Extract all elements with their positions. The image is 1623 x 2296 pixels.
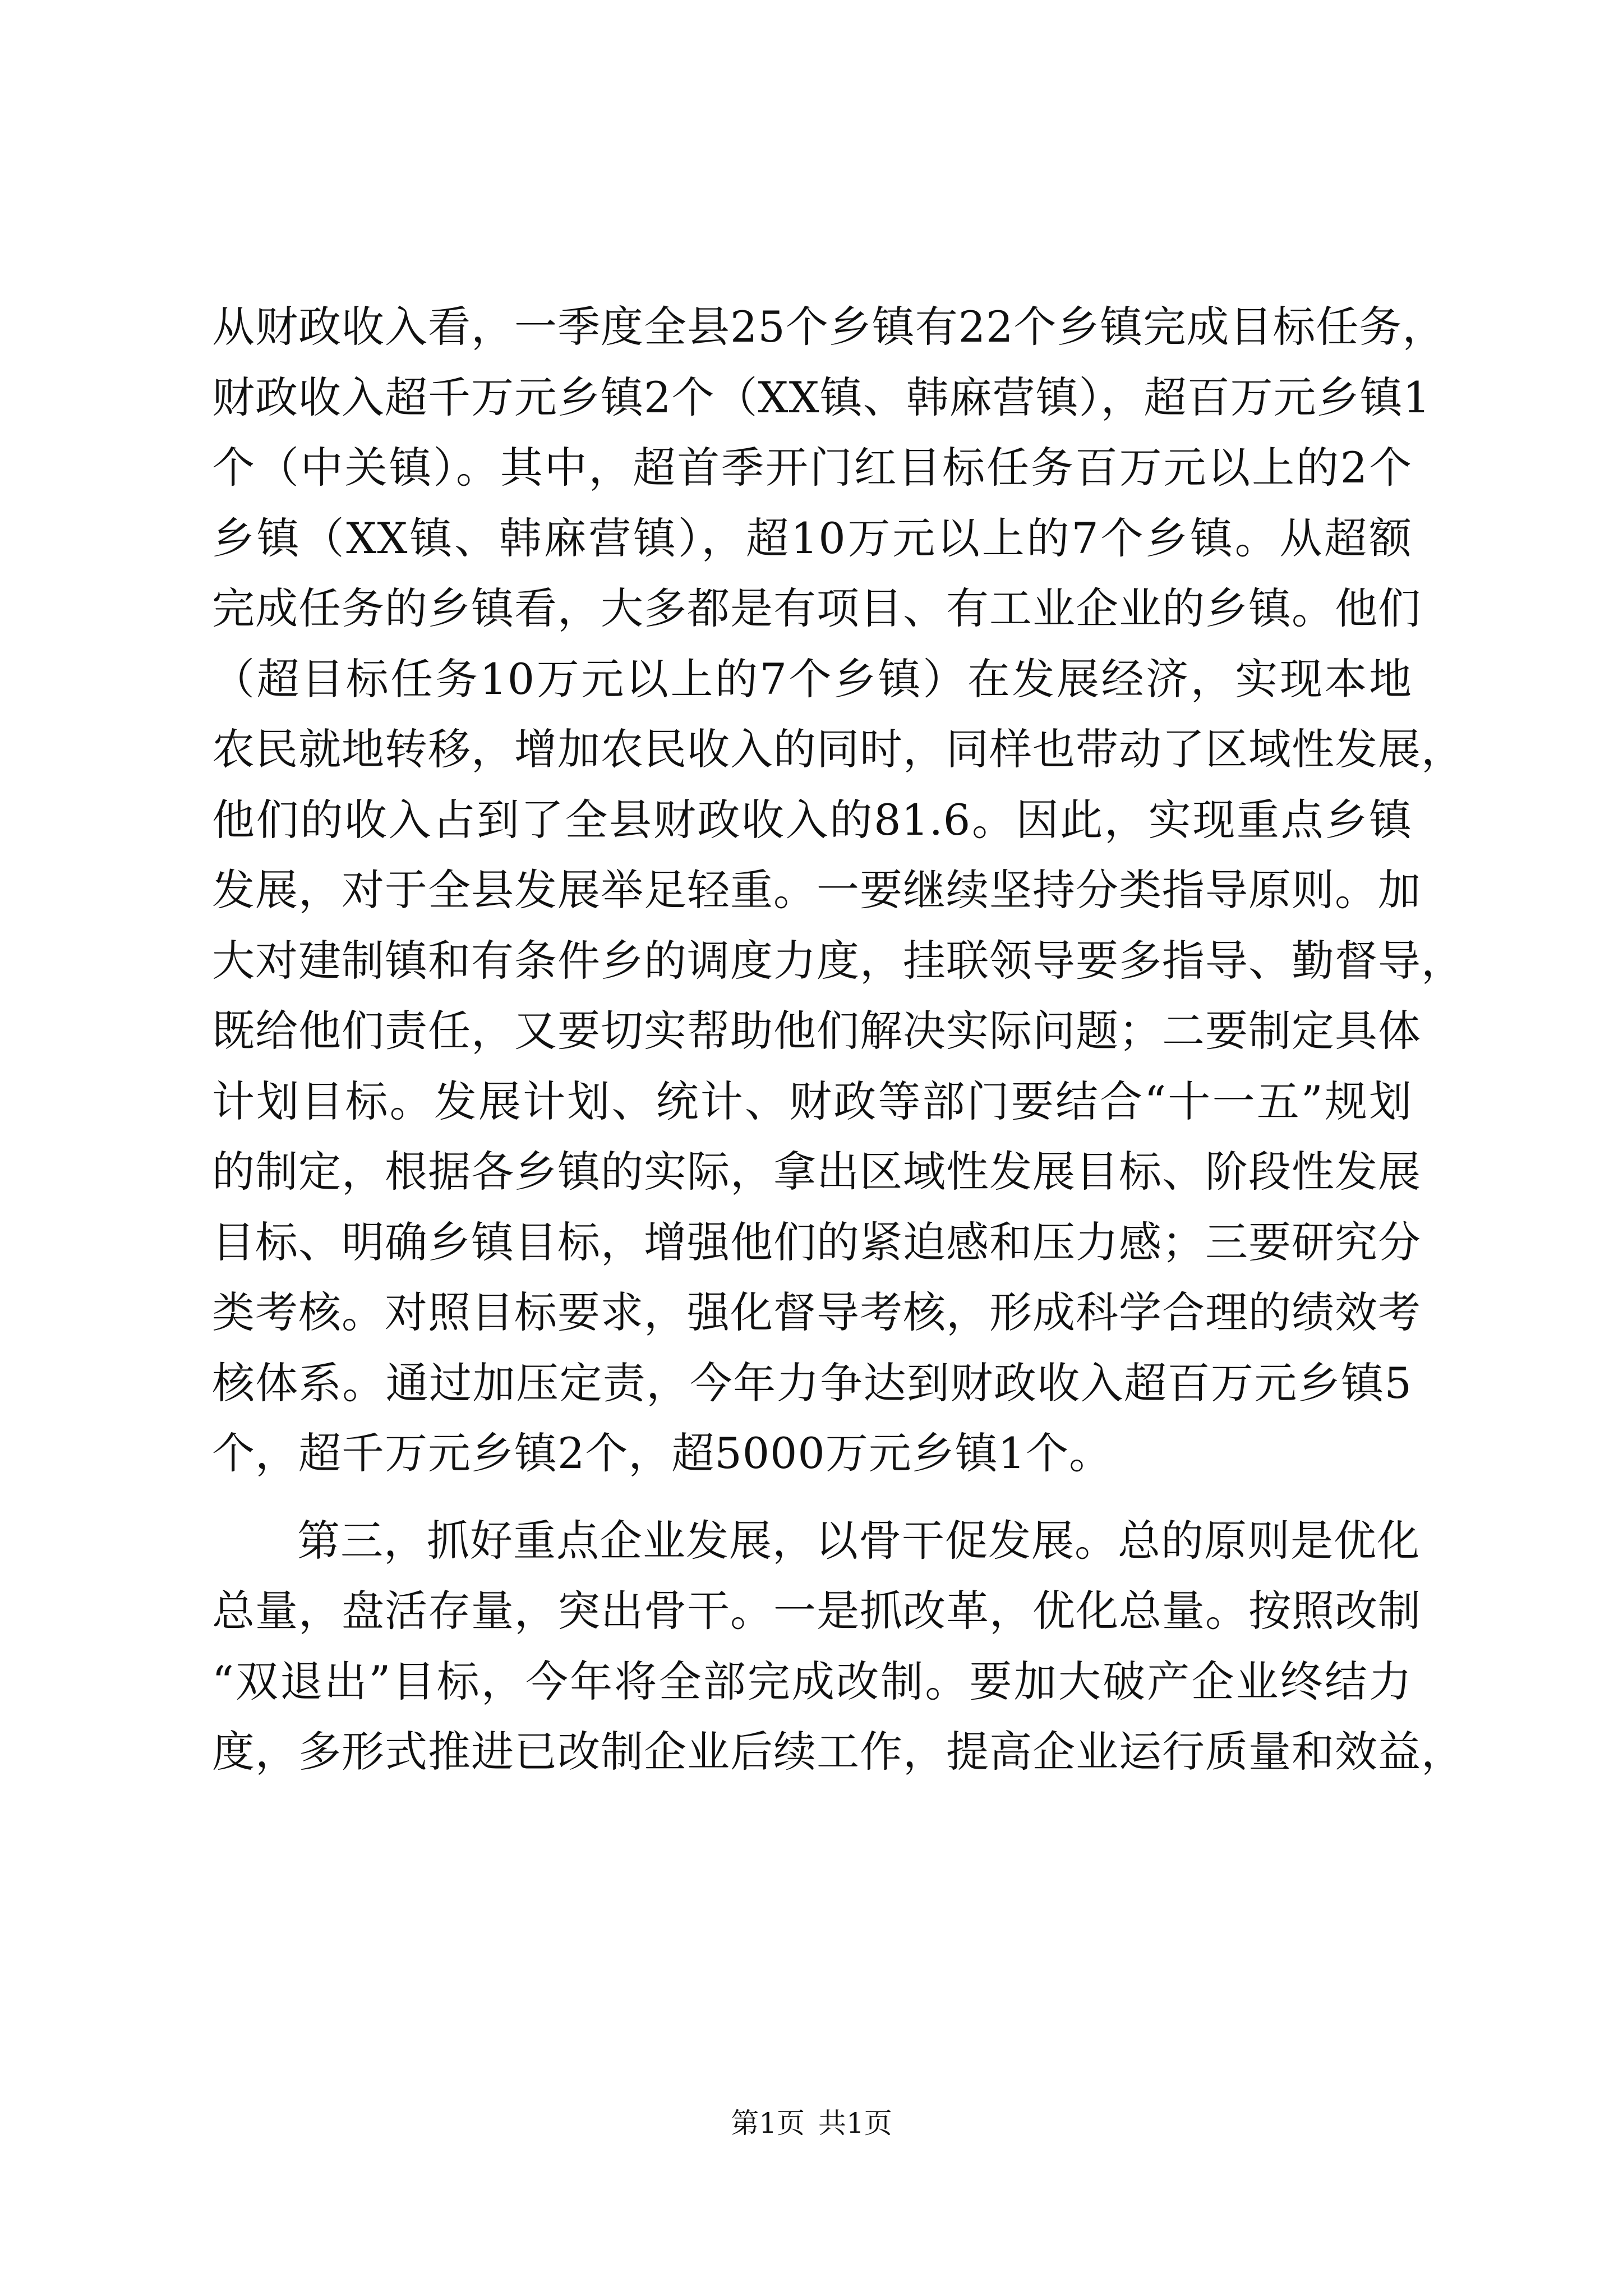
text-line: 度，多形式推进已改制企业后续工作，提高企业运行质量和效益，	[212, 1727, 1464, 1777]
text-line: 财政收入超千万元乡镇2个（XX镇、韩麻营镇），超百万元乡镇1	[212, 372, 1431, 422]
text-line: 目标、明确乡镇目标，增强他们的紧迫感和压力感；三要研究分	[212, 1217, 1421, 1267]
text-line: 核体系。通过加压定责，今年力争达到财政收入超百万元乡镇5	[212, 1358, 1412, 1408]
text-line: 他们的收入占到了全县财政收入的81.6。因此，实现重点乡镇	[212, 794, 1412, 845]
text-line: 个，超千万元乡镇2个，超5000万元乡镇1个。	[212, 1428, 1113, 1478]
paragraph-1	[212, 292, 1464, 1489]
text-line: 计划目标。发展计划、统计、财政等部门要结合“十一五”规划	[212, 1076, 1412, 1126]
document-body	[212, 292, 1464, 1787]
text-line: 乡镇（XX镇、韩麻营镇），超10万元以上的7个乡镇。从超额	[212, 513, 1412, 563]
paragraph-gap	[212, 1489, 1412, 1506]
page-footer: 第1页 共1页	[731, 2107, 892, 2139]
text-line: 从财政收入看，一季度全县25个乡镇有22个乡镇完成目标任务，	[212, 302, 1446, 352]
text-line: 农民就地转移，增加农民收入的同时，同样也带动了区域性发展，	[212, 724, 1464, 774]
text-line: （超目标任务10万元以上的7个乡镇）在发展经济，实现本地	[212, 654, 1412, 704]
text-line: 第三，抓好重点企业发展，以骨干促发展。总的原则是优化	[297, 1515, 1420, 1566]
text-line: 既给他们责任，又要切实帮助他们解决实际问题；二要制定具体	[212, 1006, 1421, 1056]
text-line: 大对建制镇和有条件乡的调度力度，挂联领导要多指导、勤督导，	[212, 935, 1464, 986]
text-line: 总量，盘活存量，突出骨干。一是抓改革，优化总量。按照改制	[212, 1586, 1421, 1636]
paragraph-2	[212, 1506, 1464, 1787]
text-line: 完成任务的乡镇看，大多都是有项目、有工业企业的乡镇。他们	[212, 583, 1421, 633]
text-line: 的制定，根据各乡镇的实际，拿出区域性发展目标、阶段性发展	[212, 1147, 1421, 1197]
text-line: 类考核。对照目标要求，强化督导考核，形成科学合理的绩效考	[212, 1287, 1421, 1337]
text-line: “双退出”目标，今年将全部完成改制。要加大破产企业终结力	[212, 1656, 1412, 1706]
text-line: 个（中关镇）。其中，超首季开门红目标任务百万元以上的2个	[212, 443, 1412, 493]
text-line: 发展，对于全县发展举足轻重。一要继续坚持分类指导原则。加	[212, 865, 1421, 915]
